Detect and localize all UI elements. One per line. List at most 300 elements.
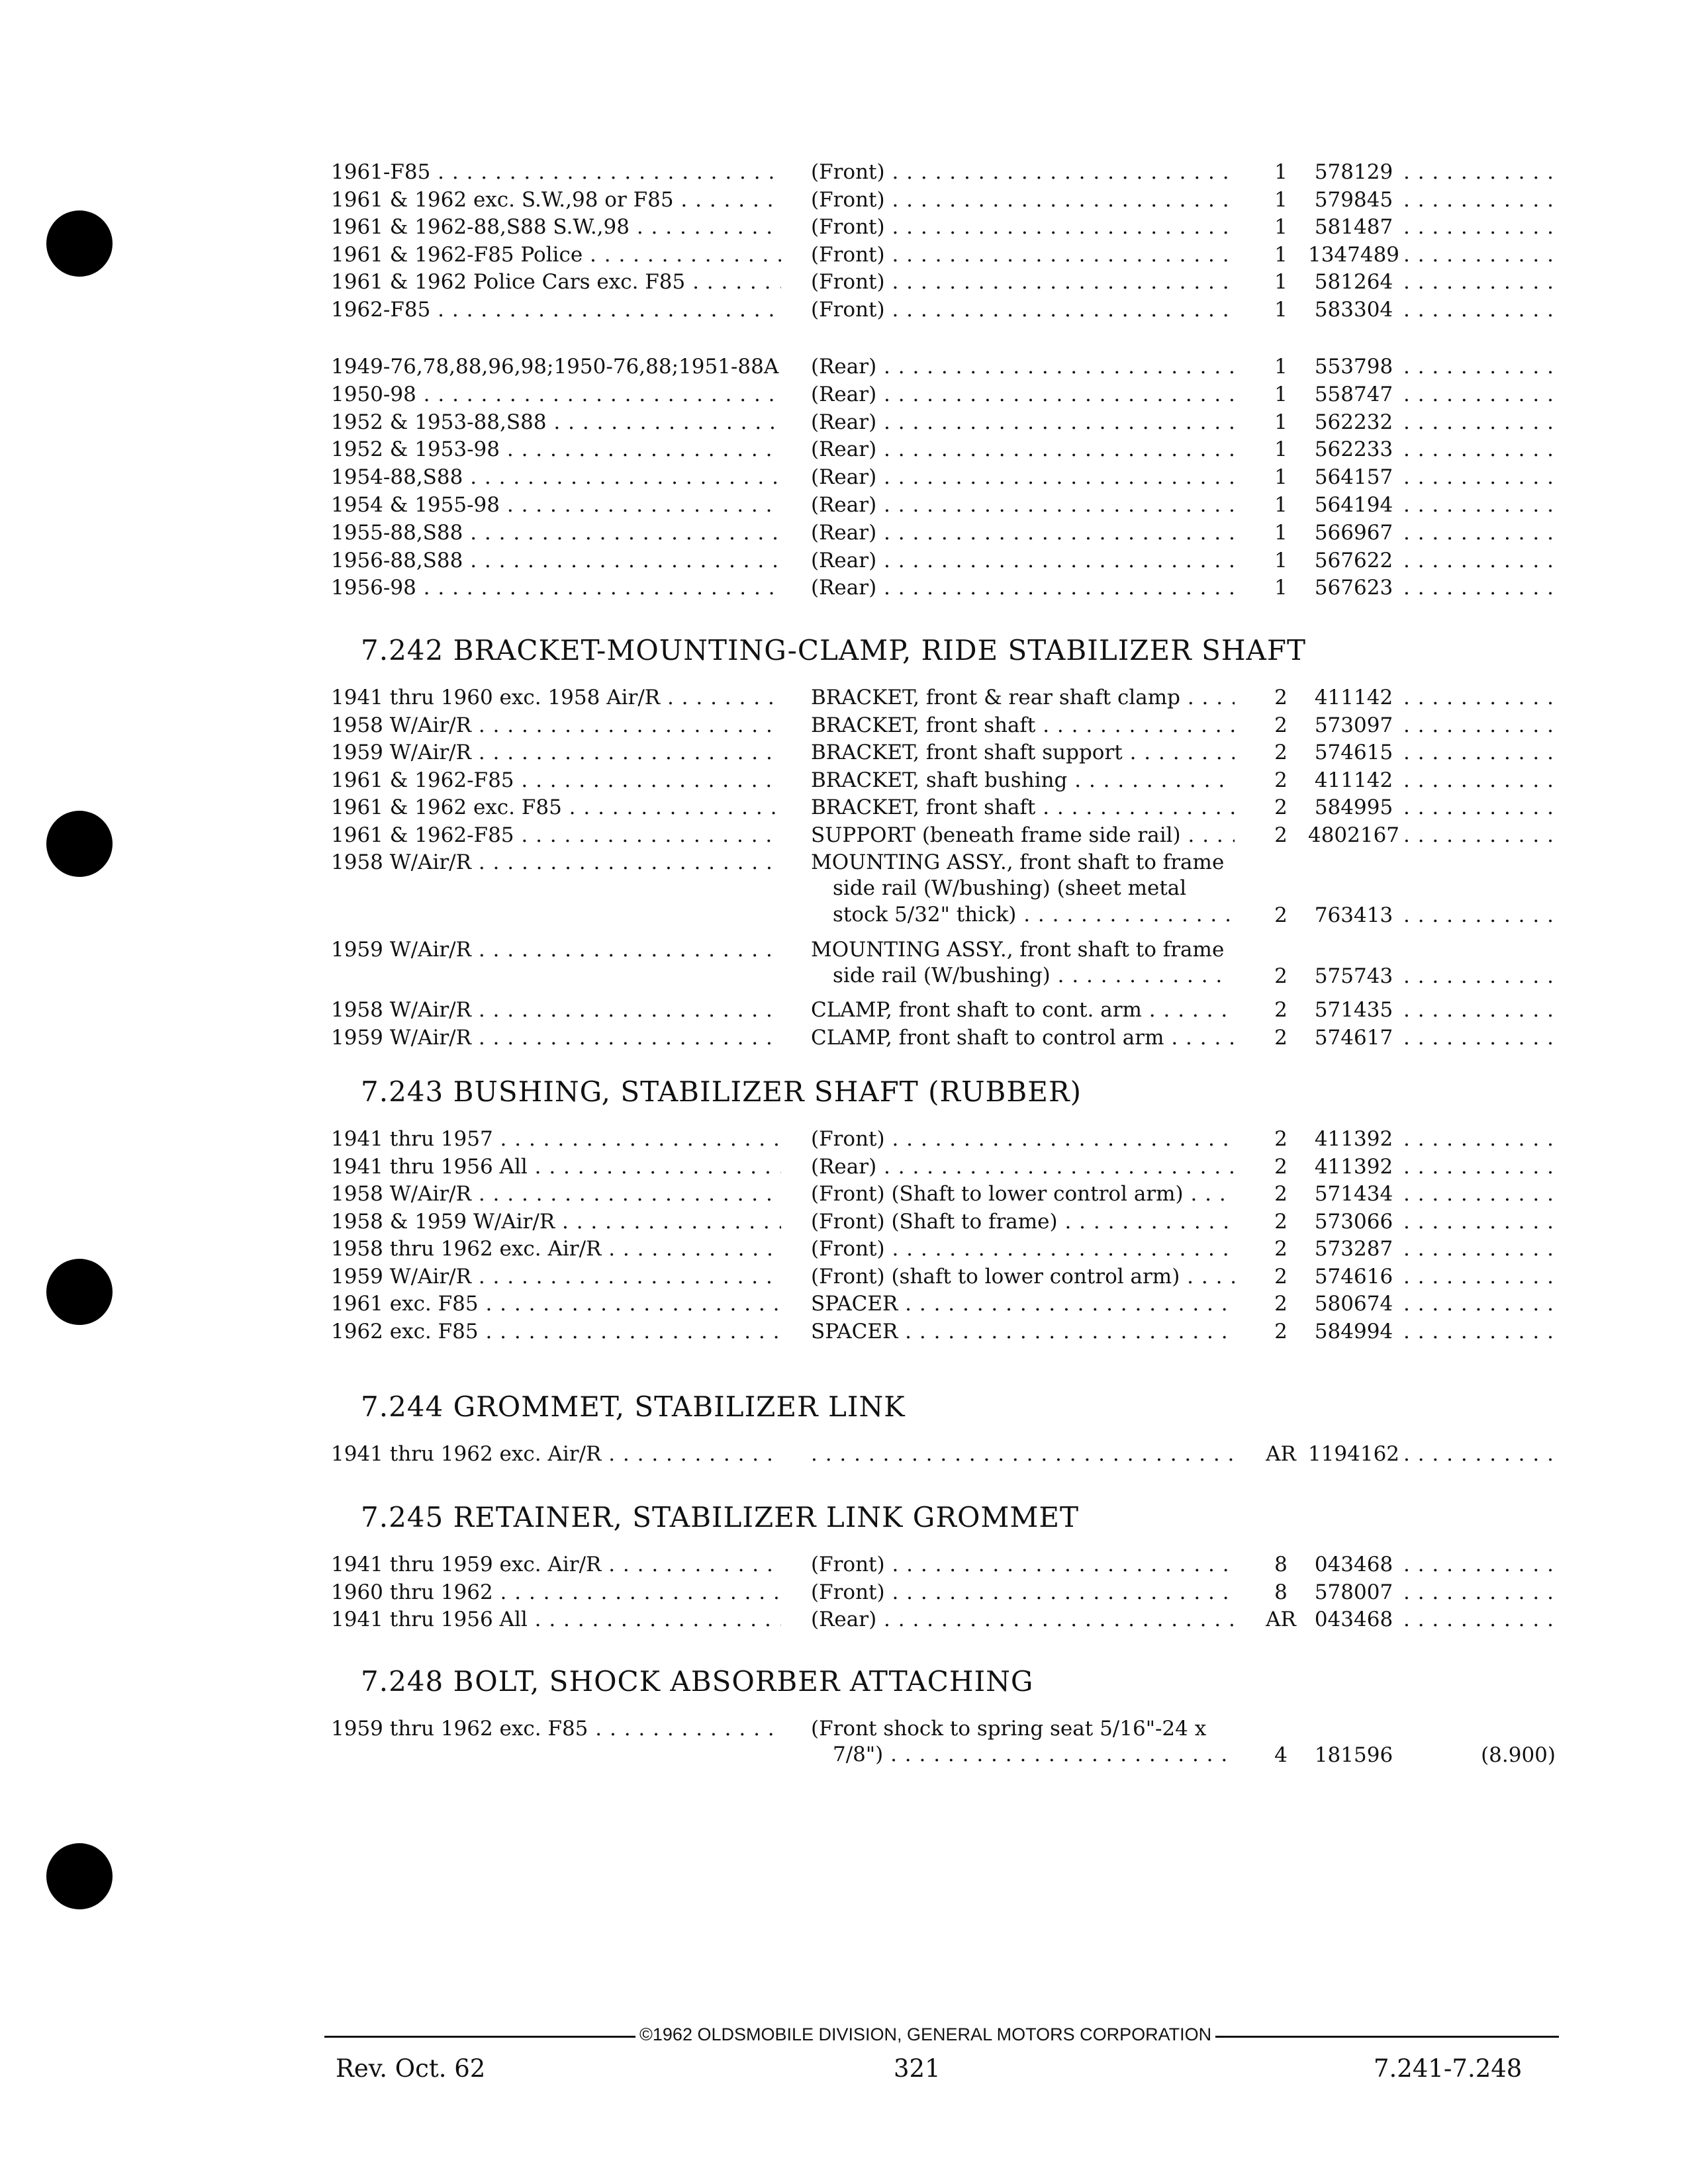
description-cell — [811, 1714, 1235, 1743]
quantity-cell-text: 2 — [1274, 1182, 1288, 1206]
part-number-cell-text: 566967 — [1314, 520, 1393, 545]
model-cell-text: 1954-88,S88 — [331, 465, 463, 490]
quantity-cell — [1254, 766, 1307, 795]
part-number-cell — [1307, 546, 1400, 575]
quantity-cell — [1254, 240, 1307, 269]
part-number-cell — [1307, 267, 1400, 296]
quantity-cell-text: 2 — [1274, 1237, 1288, 1261]
page-number: 321 — [894, 2054, 941, 2083]
extra-cell — [1403, 463, 1556, 492]
quantity-cell — [1254, 1179, 1307, 1208]
quantity-cell — [1254, 435, 1307, 464]
quantity-cell-text: 1 — [1274, 215, 1288, 239]
quantity-cell-text: 1 — [1274, 576, 1288, 600]
quantity-cell-text: 2 — [1274, 768, 1288, 792]
extra-cell — [1403, 711, 1556, 740]
extra-cell — [1403, 962, 1556, 991]
part-number-cell-text: 181596 — [1314, 1743, 1393, 1767]
part-number-cell-text: 584994 — [1314, 1319, 1393, 1343]
part-number-cell-text: 562232 — [1314, 410, 1393, 434]
quantity-cell-text: 2 — [1274, 964, 1288, 988]
part-number-cell — [1307, 380, 1400, 409]
model-cell-text: 1961 & 1962 exc. S.W.,98 or F85 — [331, 187, 674, 212]
description-cell-text: (Front) — [811, 215, 885, 239]
model-cell-text: 1941 thru 1956 All — [331, 1154, 528, 1179]
part-number-cell-text: 571435 — [1314, 998, 1393, 1022]
quantity-cell-text: AR — [1266, 1442, 1296, 1466]
part-number-cell-text: 411142 — [1314, 768, 1393, 792]
quantity-cell-text: 2 — [1274, 823, 1288, 847]
part-number-cell-text: 411392 — [1314, 1127, 1393, 1151]
section-heading: 7.244 GROMMET, STABILIZER LINK — [361, 1390, 906, 1423]
part-number-cell — [1307, 1317, 1400, 1346]
description-cell-text: (Rear) — [811, 1154, 877, 1179]
extra-cell — [1403, 1179, 1556, 1208]
description-cell-text: (Front) — [811, 1127, 885, 1151]
model-cell-text: 1961 & 1962-F85 — [331, 768, 514, 792]
part-number-cell-text: 578007 — [1314, 1580, 1393, 1604]
quantity-cell — [1254, 380, 1307, 409]
extra-cell — [1403, 185, 1556, 214]
part-number-cell — [1307, 1152, 1400, 1181]
part-number-cell — [1307, 683, 1400, 712]
part-row-values — [0, 1741, 1688, 1770]
quantity-cell — [1254, 1578, 1307, 1607]
part-row-values — [0, 793, 1688, 822]
quantity-cell — [1254, 463, 1307, 492]
part-number-cell — [1307, 1605, 1400, 1634]
quantity-cell — [1254, 352, 1307, 381]
quantity-cell-text: 2 — [1274, 1319, 1288, 1343]
part-number-cell-text: 583304 — [1314, 297, 1393, 322]
model-cell-text: 1941 thru 1962 exc. Air/R — [331, 1442, 602, 1466]
description-cell — [811, 935, 1235, 964]
part-number-cell — [1307, 793, 1400, 822]
quantity-cell — [1254, 821, 1307, 850]
quantity-cell-text: 1 — [1274, 410, 1288, 434]
quantity-cell — [1254, 995, 1307, 1024]
model-cell-text: 1960 thru 1962 — [331, 1580, 493, 1604]
part-number-cell — [1307, 1234, 1400, 1263]
quantity-cell-text: 1 — [1274, 270, 1288, 294]
description-continuation-text: side rail (W/bushing) (sheet metal — [833, 876, 1187, 900]
quantity-cell-text: 2 — [1274, 1154, 1288, 1179]
quantity-cell — [1254, 1152, 1307, 1181]
section-heading: 7.243 BUSHING, STABILIZER SHAFT (RUBBER) — [361, 1075, 1082, 1108]
description-cell-text: (Rear) — [811, 355, 877, 379]
part-row-values — [0, 463, 1688, 492]
model-cell-text: 1952 & 1953-88,S88 — [331, 410, 547, 434]
part-number-cell-text: 043468 — [1314, 1608, 1393, 1631]
description-cell-text: (Front shock to spring seat 5/16"-24 x — [811, 1717, 1207, 1741]
part-row-values — [0, 821, 1688, 850]
part-number-cell-text: 411392 — [1314, 1154, 1393, 1179]
part-number-cell — [1307, 573, 1400, 602]
quantity-cell-text: 1 — [1274, 520, 1288, 545]
part-row-values — [0, 962, 1688, 991]
part-row-values — [0, 212, 1688, 242]
description-cell-text: (Front) — [811, 242, 885, 267]
model-cell-text: 1956-98 — [331, 576, 416, 600]
model-cell — [331, 1714, 781, 1743]
part-number-cell — [1307, 901, 1400, 930]
part-row-values — [0, 738, 1688, 767]
part-number-cell-text: 1347489 — [1307, 242, 1400, 267]
quantity-cell-text: AR — [1266, 1608, 1296, 1631]
part-number-cell — [1307, 295, 1400, 324]
part-number-cell-text: 573097 — [1314, 713, 1393, 737]
part-number-cell — [1307, 1439, 1400, 1469]
part-number-cell — [1307, 1289, 1400, 1318]
quantity-cell — [1254, 1439, 1307, 1469]
quantity-cell — [1254, 158, 1307, 187]
part-number-cell-text: 553798 — [1314, 355, 1393, 379]
quantity-cell — [1254, 1289, 1307, 1318]
quantity-cell-text: 2 — [1274, 796, 1288, 819]
model-cell-text: 1958 W/Air/R — [331, 850, 471, 874]
quantity-cell — [1254, 518, 1307, 547]
model-cell-text: 1959 W/Air/R — [331, 1025, 471, 1050]
extra-cell — [1403, 683, 1556, 712]
quantity-cell — [1254, 1207, 1307, 1236]
extra-cell — [1403, 1023, 1556, 1052]
part-number-cell — [1307, 738, 1400, 767]
quantity-cell-text: 2 — [1274, 713, 1288, 737]
model-cell-text: 1958 & 1959 W/Air/R — [331, 1209, 555, 1234]
model-cell-text: 1961 & 1962-F85 Police — [331, 242, 583, 267]
extra-cell — [1403, 766, 1556, 795]
part-row-values — [0, 408, 1688, 437]
description-cell-text: (Rear) — [811, 465, 877, 490]
quantity-cell-text: 2 — [1274, 1025, 1288, 1050]
quantity-cell-text: 8 — [1274, 1553, 1288, 1576]
section-heading: 7.245 RETAINER, STABILIZER LINK GROMMET — [361, 1501, 1080, 1533]
part-number-cell-text: 581487 — [1314, 215, 1393, 239]
part-number-cell — [1307, 408, 1400, 437]
part-number-cell-text: 564194 — [1314, 493, 1393, 517]
part-number-cell — [1307, 158, 1400, 187]
model-cell-text: 1952 & 1953-98 — [331, 437, 500, 462]
revision-date: Rev. Oct. 62 — [336, 2054, 486, 2083]
footer-rule — [1185, 2036, 1559, 2038]
quantity-cell-text: 1 — [1274, 493, 1288, 517]
model-cell-text: 1949-76,78,88,96,98;1950-76,88;1951-88A — [331, 355, 779, 379]
quantity-cell-text: 2 — [1274, 741, 1288, 764]
part-number-cell — [1307, 352, 1400, 381]
description-cell-text: (Rear) — [811, 437, 877, 462]
quantity-cell — [1254, 1550, 1307, 1579]
part-row — [0, 848, 1688, 877]
description-cell-text: (Rear) — [811, 548, 877, 572]
part-row-values — [0, 295, 1688, 324]
part-row-values — [0, 435, 1688, 464]
section-heading: 7.242 BRACKET-MOUNTING-CLAMP, RIDE STABILIZER SHAFT — [361, 634, 1306, 666]
description-cell-text: CLAMP, front shaft to cont. arm — [811, 998, 1142, 1022]
model-cell-text: 1961-F85 — [331, 160, 431, 184]
part-number-cell-text: 567622 — [1314, 548, 1393, 572]
part-number-cell — [1307, 490, 1400, 520]
part-number-cell — [1307, 821, 1400, 850]
model-cell-text: 1955-88,S88 — [331, 520, 463, 545]
part-number-cell — [1307, 212, 1400, 242]
description-cell-text: (Front) — [811, 160, 885, 184]
extra-cell — [1403, 435, 1556, 464]
extra-cell — [1403, 518, 1556, 547]
extra-cell — [1403, 995, 1556, 1024]
quantity-cell — [1254, 212, 1307, 242]
extra-cell — [1403, 267, 1556, 296]
model-cell-text: 1950-98 — [331, 382, 416, 406]
part-number-cell-text: 575743 — [1314, 964, 1393, 988]
quantity-cell — [1254, 295, 1307, 324]
part-number-cell-text: 562233 — [1314, 437, 1393, 462]
quantity-cell — [1254, 738, 1307, 767]
description-cell-text: (Rear) — [811, 520, 877, 545]
description-continuation-text: 7/8") — [833, 1743, 884, 1766]
description-cell-text: MOUNTING ASSY., front shaft to frame — [811, 850, 1225, 874]
quantity-cell-text: 1 — [1274, 297, 1288, 322]
description-cell-text: MOUNTING ASSY., front shaft to frame — [811, 937, 1225, 962]
part-row-values — [0, 683, 1688, 712]
part-number-cell — [1307, 1262, 1400, 1291]
description-cell-text: (Rear) — [811, 576, 877, 600]
part-row-values — [0, 901, 1688, 930]
part-number-cell — [1307, 1179, 1400, 1208]
extra-cell — [1403, 295, 1556, 324]
extra-cell — [1403, 408, 1556, 437]
part-number-cell-text: 578129 — [1314, 160, 1393, 184]
description-cell-text: (Rear) — [811, 1608, 877, 1631]
description-cell-text: (Rear) — [811, 410, 877, 434]
part-number-cell-text: 579845 — [1314, 187, 1393, 212]
part-number-cell — [1307, 1741, 1400, 1770]
description-cell-text: BRACKET, front shaft — [811, 713, 1036, 737]
description-cell-text: (Front) — [811, 1237, 885, 1261]
model-cell-text: 1941 thru 1956 All — [331, 1608, 528, 1631]
quantity-cell-text: 2 — [1274, 998, 1288, 1022]
copyright-notice: ©1962 OLDSMOBILE DIVISION, GENERAL MOTORS CORPORATION — [635, 2023, 1215, 2046]
part-row-values — [0, 1152, 1688, 1181]
quantity-cell-text: 2 — [1274, 903, 1288, 927]
part-number-cell — [1307, 463, 1400, 492]
model-cell-text: 1958 W/Air/R — [331, 1182, 471, 1206]
description-cell-text: (Rear) — [811, 382, 877, 406]
description-cell-text: BRACKET, shaft bushing — [811, 768, 1068, 792]
part-number-cell — [1307, 518, 1400, 547]
quantity-cell — [1254, 1023, 1307, 1052]
quantity-cell-text: 2 — [1274, 686, 1288, 709]
extra-cell — [1403, 1124, 1556, 1154]
part-number-cell-text: 1194162 — [1307, 1442, 1400, 1466]
model-cell-text: 1959 W/Air/R — [331, 1264, 471, 1289]
quantity-cell-text: 1 — [1274, 382, 1288, 406]
model-cell-text: 1962 exc. F85 — [331, 1319, 479, 1343]
quantity-cell — [1254, 901, 1307, 930]
model-cell-text: 1959 thru 1962 exc. F85 — [331, 1717, 588, 1741]
part-row-values — [0, 352, 1688, 381]
extra-cell — [1403, 821, 1556, 850]
extra-cell — [1403, 1578, 1556, 1607]
part-number-cell — [1307, 1207, 1400, 1236]
model-cell-text: 1956-88,S88 — [331, 548, 463, 572]
part-number-cell — [1307, 1023, 1400, 1052]
part-row-values — [0, 711, 1688, 740]
extra-cell — [1403, 901, 1556, 930]
part-number-cell — [1307, 240, 1400, 269]
quantity-cell-text: 2 — [1274, 1127, 1288, 1151]
extra-cell — [1403, 352, 1556, 381]
part-row-values — [0, 1234, 1688, 1263]
extra-cell — [1403, 573, 1556, 602]
quantity-cell-text: 1 — [1274, 160, 1288, 184]
description-continuation-text: side rail (W/bushing) — [833, 963, 1051, 987]
part-number-cell-text: 581264 — [1314, 270, 1393, 294]
part-number-cell-text: 411142 — [1314, 686, 1393, 709]
model-cell-text: 1941 thru 1960 exc. 1958 Air/R — [331, 686, 661, 709]
part-number-cell — [1307, 995, 1400, 1024]
binder-hole — [46, 1843, 113, 1909]
description-cell-text: (Front) — [811, 1553, 885, 1576]
model-cell-text: 1958 thru 1962 exc. Air/R — [331, 1237, 602, 1261]
quantity-cell-text: 1 — [1274, 355, 1288, 379]
part-row-values — [0, 240, 1688, 269]
footer-rule — [324, 2036, 642, 2038]
model-cell-text: 1958 W/Air/R — [331, 998, 471, 1022]
part-number-cell-text: 573066 — [1314, 1209, 1393, 1234]
quantity-cell — [1254, 185, 1307, 214]
part-row-values — [0, 490, 1688, 520]
part-number-cell-text: 573287 — [1314, 1237, 1393, 1261]
quantity-cell — [1254, 546, 1307, 575]
part-row — [0, 935, 1688, 964]
description-continuation — [833, 874, 1256, 902]
extra-cell — [1403, 793, 1556, 822]
description-cell-text: (Front) — [811, 297, 885, 322]
description-cell-text: SPACER — [811, 1292, 898, 1316]
part-row-values — [0, 1289, 1688, 1318]
model-cell-text: 1961 & 1962 Police Cars exc. F85 — [331, 270, 686, 294]
quantity-cell — [1254, 683, 1307, 712]
quantity-cell-text: 1 — [1274, 437, 1288, 462]
extra-cell — [1403, 546, 1556, 575]
description-cell-text: (Front) — [811, 270, 885, 294]
quantity-cell — [1254, 1262, 1307, 1291]
description-cell-text: BRACKET, front shaft — [811, 796, 1036, 819]
part-number-cell — [1307, 766, 1400, 795]
part-row-values — [0, 1605, 1688, 1634]
part-number-cell-text: 584995 — [1314, 796, 1393, 819]
model-cell-text: 1961 & 1962-88,S88 S.W.,98 — [331, 215, 630, 239]
part-row-values — [0, 995, 1688, 1024]
part-row-values — [0, 1578, 1688, 1607]
model-cell-text: 1959 W/Air/R — [331, 741, 471, 764]
part-row-values — [0, 518, 1688, 547]
part-row-values — [0, 573, 1688, 602]
part-number-cell-text: 574615 — [1314, 741, 1393, 764]
extra-cell — [1403, 1605, 1556, 1634]
extra-cell — [1403, 1289, 1556, 1318]
quantity-cell — [1254, 267, 1307, 296]
description-cell-text: (Front) — [811, 187, 885, 212]
quantity-cell — [1254, 573, 1307, 602]
part-row-values — [0, 1207, 1688, 1236]
extra-cell — [1403, 1152, 1556, 1181]
model-cell — [331, 848, 781, 877]
quantity-cell-text: 8 — [1274, 1580, 1288, 1604]
part-number-cell-text: 763413 — [1314, 903, 1393, 927]
quantity-cell — [1254, 1124, 1307, 1154]
extra-cell — [1403, 1439, 1556, 1469]
quantity-cell — [1254, 962, 1307, 991]
model-cell-text: 1961 & 1962 exc. F85 — [331, 796, 562, 819]
part-row-values — [0, 380, 1688, 409]
part-row-values — [0, 1023, 1688, 1052]
description-cell — [811, 848, 1235, 877]
quantity-cell — [1254, 1741, 1307, 1770]
quantity-cell — [1254, 408, 1307, 437]
extra-cell — [1403, 490, 1556, 520]
quantity-cell-text: 1 — [1274, 548, 1288, 572]
extra-cell — [1403, 240, 1556, 269]
model-cell-text: 1941 thru 1959 exc. Air/R — [331, 1553, 602, 1576]
model-cell-text: 1954 & 1955-98 — [331, 493, 500, 517]
extra-cell-text: (8.900) — [1481, 1743, 1556, 1767]
extra-cell — [1403, 1550, 1556, 1579]
description-cell-text: CLAMP, front shaft to control arm — [811, 1025, 1164, 1050]
quantity-cell-text: 4 — [1274, 1743, 1288, 1767]
quantity-cell — [1254, 793, 1307, 822]
part-row-values — [0, 766, 1688, 795]
extra-cell — [1403, 738, 1556, 767]
part-row-values — [0, 1550, 1688, 1579]
section-heading: 7.248 BOLT, SHOCK ABSORBER ATTACHING — [361, 1665, 1034, 1698]
model-cell-text: 1962-F85 — [331, 297, 431, 322]
description-cell-text: (Front) (shaft to lower control arm) — [811, 1264, 1180, 1289]
model-cell-text: 1958 W/Air/R — [331, 713, 471, 737]
description-continuation-text: stock 5/32" thick) — [833, 903, 1017, 927]
quantity-cell — [1254, 1317, 1307, 1346]
description-cell-text: (Front) (Shaft to frame) — [811, 1209, 1058, 1234]
model-cell-text: 1961 & 1962-F85 — [331, 823, 514, 847]
extra-cell — [1403, 1234, 1556, 1263]
description-cell-text: SPACER — [811, 1319, 898, 1343]
quantity-cell-text: 1 — [1274, 187, 1288, 212]
model-cell-text: 1959 W/Air/R — [331, 937, 471, 962]
extra-cell — [1403, 1262, 1556, 1291]
part-number-cell-text: 571434 — [1314, 1182, 1393, 1206]
part-row-values — [0, 158, 1688, 187]
part-number-cell-text: 567623 — [1314, 576, 1393, 600]
part-number-cell — [1307, 1578, 1400, 1607]
part-number-cell — [1307, 711, 1400, 740]
section-range: 7.241-7.248 — [1374, 2054, 1523, 2083]
part-row-values — [0, 1179, 1688, 1208]
description-cell-text: BRACKET, front & rear shaft clamp — [811, 686, 1180, 709]
part-row-values — [0, 1124, 1688, 1154]
quantity-cell-text: 1 — [1274, 465, 1288, 490]
part-row-values — [0, 185, 1688, 214]
extra-cell — [1403, 380, 1556, 409]
description-cell-text: (Front) — [811, 1580, 885, 1604]
model-cell — [331, 935, 781, 964]
part-number-cell — [1307, 1550, 1400, 1579]
quantity-cell — [1254, 490, 1307, 520]
part-number-cell-text: 564157 — [1314, 465, 1393, 490]
part-row-values — [0, 546, 1688, 575]
part-number-cell-text: 574617 — [1314, 1025, 1393, 1050]
model-cell-text: 1961 exc. F85 — [331, 1292, 479, 1316]
description-cell-text: (Front) (Shaft to lower control arm) — [811, 1182, 1184, 1206]
